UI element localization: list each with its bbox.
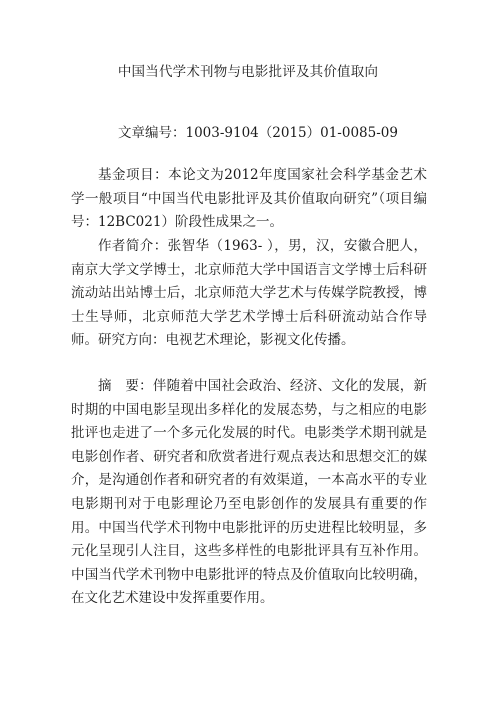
article-number: 文章编号：1003-9104（2015）01-0085-09 (118, 125, 398, 141)
funding-paragraph: 基金项目：本论文为2012年度国家社会科学基金艺术学一般项目“中国当代电影批评及其价值取向研究”（项目编号：12BC021）阶段性成果之一。 (71, 167, 427, 231)
abstract-text: 伴随着中国社会政治、经济、文化的发展，新时期的中国电影呈现出多样化的发展态势，与之相应的电影批评也走进了一个多元化发展的时代。电影类学术期刊就是电影创作者、研究者和欣赏者进行观点表达和思想交汇的媒介，是沟通创作者和研究者的有效渠道，一本高水平的专业电影期刊对于电影理论乃至电影创作的发展具有重要的作用。中国当代学术刊物中电影批评的历史进程比较明显，多元化呈现引人注目，这些多样性的电影批评具有互补作用。中国当代学术刊物中电影批评的特点及价值取向比较明确，在文化艺术建设中发挥重要作用。 (71, 378, 428, 607)
abstract-label: 摘 要： (98, 378, 153, 394)
author-bio-paragraph: 作者简介：张智华（1963- ），男，汉，安徽合肥人，南京大学文学博士，北京师范大学中国语言文学博士后科研流动站出站博士后，北京师范大学艺术与传媒学院教授，博士生导师，北京师范大学艺术学博士后科研流动站合作导师。研究方向：电视艺术理论，影视文化传播。 (71, 238, 427, 349)
funding-section (71, 164, 427, 235)
abstract-paragraph (71, 375, 427, 611)
author-section (71, 235, 427, 353)
document-title: 中国当代学术刊物与电影批评及其价值取向 (117, 64, 379, 80)
abstract-section (71, 375, 427, 611)
